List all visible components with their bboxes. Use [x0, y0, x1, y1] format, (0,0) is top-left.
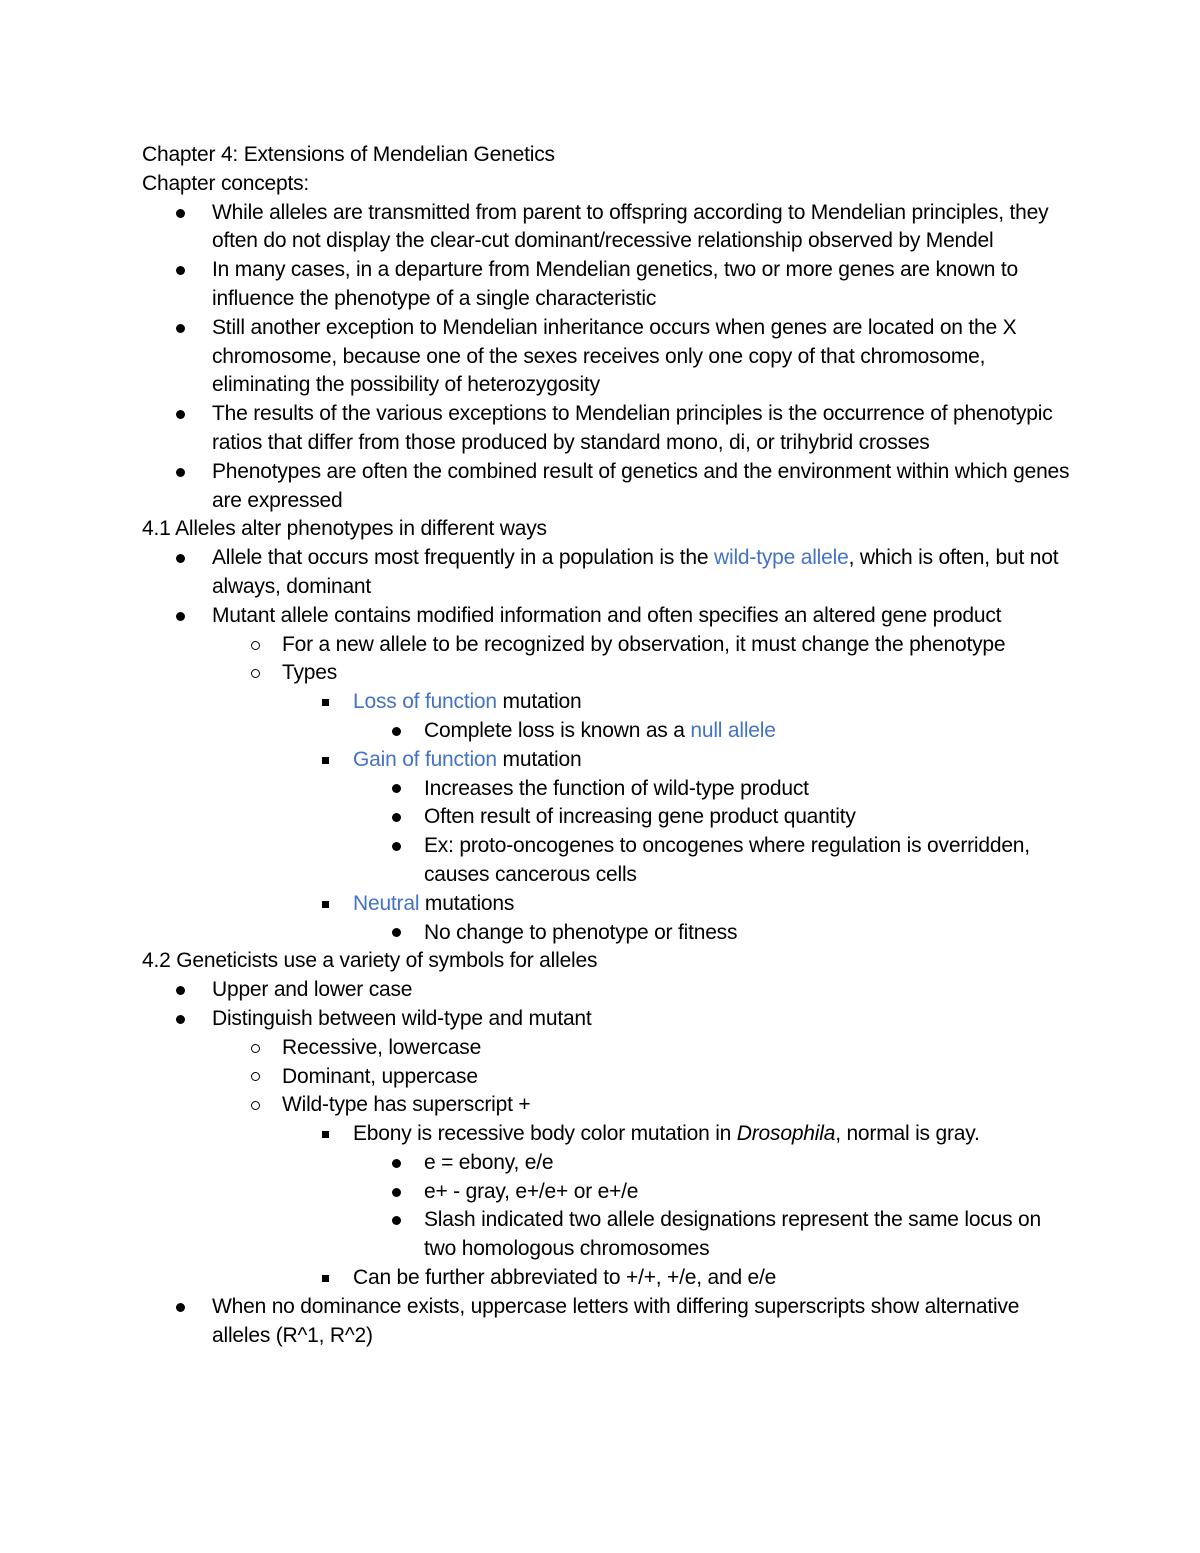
document-title: Chapter 4: Extensions of Mendelian Genetics: [142, 143, 555, 166]
bullet-icon: [386, 1178, 406, 1207]
list-item: Increases the function of wild-type product: [142, 775, 1072, 804]
list-item: Wild-type has superscript +: [142, 1091, 1072, 1120]
circle-bullet-icon: [245, 1091, 265, 1120]
list-item: No change to phenotype or fitness: [142, 919, 1072, 948]
list-item: Ebony is recessive body color mutation in Drosophila, normal is gray.: [142, 1120, 1072, 1149]
bullet-icon: [170, 400, 190, 429]
list-item: Loss of function mutation: [142, 688, 1072, 717]
list-item: Ex: proto-oncogenes to oncogenes where regulation is overridden, causes cancerous cells: [142, 832, 1072, 890]
term-null-allele: null allele: [690, 718, 776, 742]
bullet-icon: [386, 1149, 406, 1178]
concepts-label: Chapter concepts:: [142, 171, 310, 195]
circle-bullet-icon: [245, 659, 265, 688]
bullet-icon: [386, 1206, 406, 1235]
bullet-icon: [170, 256, 190, 285]
bullet-icon: [170, 1293, 190, 1322]
square-bullet-icon: [315, 1120, 335, 1149]
bullet-icon: [386, 832, 406, 861]
bullet-icon: [170, 544, 190, 573]
genus-name: Drosophila: [736, 1122, 836, 1146]
bullet-icon: [170, 199, 190, 228]
bullet-icon: [386, 775, 406, 804]
concepts-list: [142, 199, 1072, 516]
list-item: Distinguish between wild-type and mutant: [142, 1005, 1072, 1034]
term-loss-of-function: Loss of function: [353, 690, 497, 714]
list-item: Phenotypes are often the combined result of genetics and the environment within which genes are expressed: [142, 458, 1072, 516]
bullet-icon: [170, 458, 190, 487]
list-item: Allele that occurs most frequently in a population is the wild-type allele, which is often, but not always, dominant: [142, 544, 1072, 602]
bullet-icon: [386, 919, 406, 948]
list-item: Types: [142, 659, 1072, 688]
circle-bullet-icon: [245, 1063, 265, 1092]
bullet-icon: [386, 803, 406, 832]
list-item: Gain of function mutation: [142, 746, 1072, 775]
section-heading-4-2: 4.2 Geneticists use a variety of symbols for alleles: [142, 949, 598, 973]
list-item: For a new allele to be recognized by observation, it must change the phenotype: [142, 631, 1072, 660]
section-heading-4-1: 4.1 Alleles alter phenotypes in different ways: [142, 517, 547, 541]
list-item: In many cases, in a departure from Mendelian genetics, two or more genes are known to influence the phenotype of a single characteristic: [142, 256, 1072, 314]
square-bullet-icon: [315, 746, 335, 775]
term-wild-type-allele: wild-type allele: [714, 546, 849, 570]
bullet-icon: [170, 1005, 190, 1034]
bullet-icon: [170, 976, 190, 1005]
list-item: Upper and lower case: [142, 976, 1072, 1005]
list-item: Complete loss is known as a null allele: [142, 717, 1072, 746]
list-item: Can be further abbreviated to +/+, +/e, and e/e: [142, 1264, 1072, 1293]
list-item: Dominant, uppercase: [142, 1063, 1072, 1092]
circle-bullet-icon: [245, 631, 265, 660]
term-neutral: Neutral: [353, 891, 420, 915]
list-item: While alleles are transmitted from parent to offspring according to Mendelian principles, they often do not display the clear-cut dominant/recessive relationship observed by Mendel: [142, 199, 1072, 257]
bullet-icon: [170, 602, 190, 631]
list-item: Mutant allele contains modified information and often specifies an altered gene product: [142, 602, 1072, 631]
square-bullet-icon: [315, 1264, 335, 1293]
list-item: Still another exception to Mendelian inheritance occurs when genes are located on the X chromosome, because one of the sexes receives only one copy of that chromosome, eliminating the possibility of heterozygosity: [142, 314, 1072, 400]
list-item: e+ - gray, e+/e+ or e+/e: [142, 1178, 1072, 1207]
square-bullet-icon: [315, 890, 335, 919]
list-item: Neutral mutations: [142, 890, 1072, 919]
bullet-icon: [170, 314, 190, 343]
document-body: [142, 141, 1072, 1350]
square-bullet-icon: [315, 688, 335, 717]
list-item: e = ebony, e/e: [142, 1149, 1072, 1178]
section-4-1-list: [142, 544, 1072, 947]
list-item: Often result of increasing gene product quantity: [142, 803, 1072, 832]
list-item: Slash indicated two allele designations represent the same locus on two homologous chromosomes: [142, 1206, 1072, 1264]
list-item: The results of the various exceptions to Mendelian principles is the occurrence of phenotypic ratios that differ from those produced by standard mono, di, or trihybrid crosses: [142, 400, 1072, 458]
list-item: Recessive, lowercase: [142, 1034, 1072, 1063]
section-4-2-list: [142, 976, 1072, 1350]
list-item: When no dominance exists, uppercase letters with differing superscripts show alternative alleles (R^1, R^2): [142, 1293, 1072, 1351]
bullet-icon: [386, 717, 406, 746]
term-gain-of-function: Gain of function: [353, 747, 497, 771]
circle-bullet-icon: [245, 1034, 265, 1063]
